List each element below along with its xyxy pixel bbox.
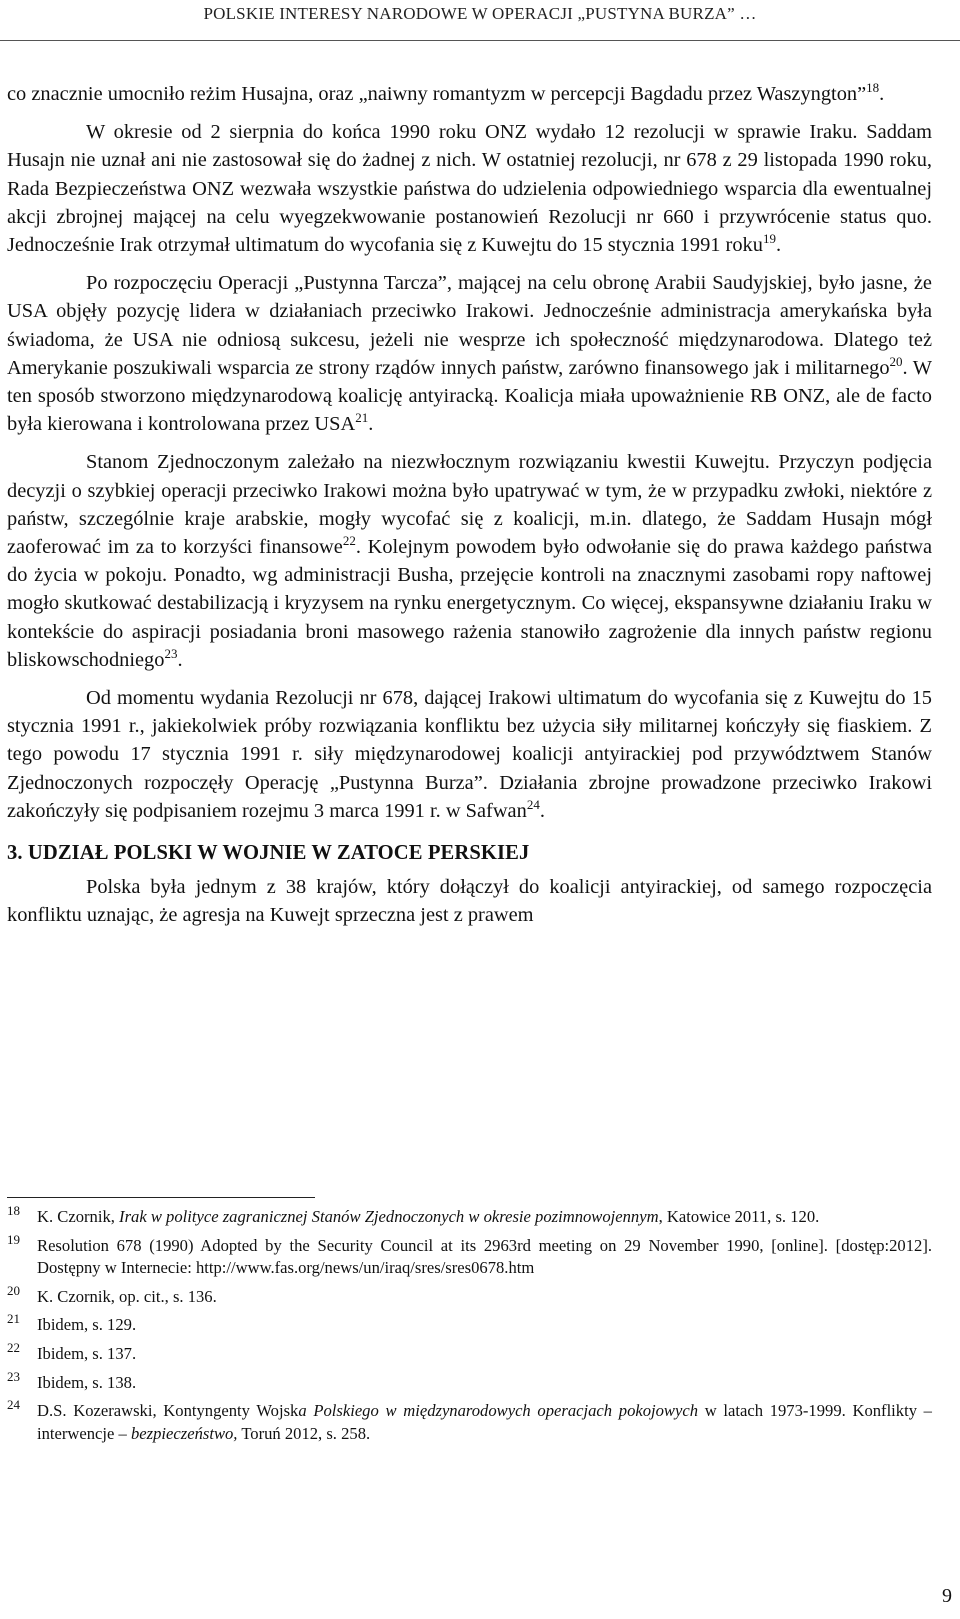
footnote-number: 22	[7, 1339, 20, 1355]
body-text	[7, 80, 932, 930]
footnote-number: 18	[7, 1203, 20, 1218]
footnote-22	[7, 1339, 932, 1366]
footnote-number: 19	[7, 1231, 20, 1247]
footnote-ref-24[interactable]: 24	[526, 797, 540, 813]
paragraph-1-text: co znacznie umocniło reżim Husajna, oraz „naiwny romantyzm w percepcji Bagdadu przez Waszyngton”	[7, 83, 867, 105]
footnotes	[7, 1203, 932, 1451]
footnote-24	[7, 1397, 932, 1445]
header-divider	[0, 40, 960, 41]
paragraph-2	[7, 118, 932, 259]
paragraph-4-mid: . Kolejnym powodem było odwołanie się do prawa każdego państwa do życia w pokoju. Ponadto, wg administracji Busha, przejęcie kontroli na znacznymi zasobami ropy naftowej mogło skutkować destabilizacją i kryzysem na rynku energetycznym. Co więcej, ekspansywne działaniu Iraku w kontekście do aspiracji posiadania broni masowego rażenia stanowiło zagrożenie dla innych państw regionu bliskowschodniego	[7, 536, 932, 671]
paragraph-5	[7, 684, 932, 825]
footnote-text: Ibidem, s. 129.	[37, 1315, 137, 1335]
paragraph-6	[7, 873, 932, 929]
footnote-number: 21	[7, 1311, 20, 1327]
running-header	[0, 0, 960, 42]
footnote-ref-22[interactable]: 22	[342, 533, 356, 549]
footnote-text-italic: bezpieczeństwo,	[131, 1423, 238, 1443]
paragraph-3-mid: . W ten sposób stworzono międzynarodową koalicję antyiracką. Koalicja miała upoważnienie RB ONZ, ale de facto była kierowana i kontrolowana przez USA	[7, 356, 932, 436]
footnote-ref-19[interactable]: 19	[762, 231, 776, 247]
footnote-text-plain: , Katowice 2011, s. 120.	[658, 1207, 820, 1226]
footnote-ref-20[interactable]: 20	[889, 354, 903, 370]
paragraph-3	[7, 269, 932, 438]
footnote-text: Ibidem, s. 138.	[37, 1372, 137, 1392]
paragraph-4-tail: .	[177, 648, 183, 671]
footnote-ref-23[interactable]: 23	[164, 646, 178, 662]
footnote-text: K. Czornik, op. cit., s. 136.	[37, 1286, 217, 1306]
footnote-23	[7, 1368, 932, 1395]
paragraph-3-text: Po rozpoczęciu Operacji „Pustynna Tarcza”, mającej na celu obronę Arabii Saudyjskiej, było jasne, że USA objęły pozycję lidera w działaniach przeciwko Irakowi. Jednocześnie administracja amerykańska była świadoma, że USA nie odniosą sukcesu, jeżeli nie wesprze ich społeczność międzynarodowa. Dlatego też Amerykanie poszukiwali wsparcia ze strony rządów innych państw, zarówno finansowego jak i militarnego	[7, 272, 932, 379]
footnote-number: 23	[7, 1368, 20, 1384]
footnote-ref-18[interactable]: 18	[866, 80, 880, 96]
paragraph-5-tail: .	[539, 799, 545, 822]
footnote-text-plain: Toruń 2012, s. 258.	[237, 1423, 371, 1443]
paragraph-2-text: W okresie od 2 sierpnia do końca 1990 roku ONZ wydało 12 rezolucji w sprawie Iraku. Saddam Husajn nie uznał ani nie zastosował się do żadnej z nich. W ostatniej rezolucji, nr 678 z 29 listopada 1990 roku, Rada Bezpieczeństwa ONZ wezwała wszystkie państwa do udzielenia odpowiedniego wsparcia dla ewentualnej akcji zbrojnej mającej na celu wyegzekwowanie postanowień Rezolucji nr 660 i przywrócenie status quo. Jednocześnie Irak otrzymał ultimatum do wycofania się z Kuwejtu do 15 stycznia 1991 roku	[7, 121, 932, 257]
footnote-text-plain: w latach 1973-1999. Konflikty – interwencje –	[37, 1401, 932, 1443]
footnote-text-italic: a Polskiego w międzynarodowych operacjach pokojowych	[298, 1401, 699, 1421]
footnote-divider	[7, 1197, 315, 1198]
footnote-text	[37, 1206, 932, 1229]
footnote-ref-21[interactable]: 21	[355, 410, 369, 426]
footnote-text-italic: Irak w polityce zagranicznej Stanów Zjednoczonych w okresie pozimnowojennym	[119, 1207, 659, 1226]
footnote-text-plain: D.S. Kozerawski, Kontyngenty Wojsk	[37, 1401, 299, 1421]
footnote-19	[7, 1231, 932, 1280]
footnote-21	[7, 1311, 932, 1337]
paragraph-4-text: Stanom Zjednoczonym zależało na niezwłocznym rozwiązaniu kwestii Kuwejtu. Przyczyn podjęcia decyzji o szybkiej operacji przeciwko Irakowi można było upatrywać w tym, że w przypadku zwłoki, niektóre z państw, szczególnie kraje arabskie, mogły wycofać się z koalicji, m.in. dlatego, że Saddam Husajn mógł zaoferować im za to korzyści finansowe	[7, 451, 932, 559]
paragraph-6-text: Polska była jednym z 38 krajów, który dołączył do koalicji antyirackiej, od samego rozpoczęcia konfliktu uznając, że agresja na Kuwejt sprzeczna jest z prawem	[7, 876, 932, 927]
paragraph-3-tail: .	[368, 413, 374, 436]
footnote-text[interactable]: Resolution 678 (1990) Adopted by the Security Council at its 2963rd meeting on 29 November 1990, [online]. [dostęp:2012]. Dostępny w Internecie: http://www.fas.org/news/un/iraq/sres/sres0678.htm	[37, 1235, 932, 1278]
footnote-text-plain: K. Czornik,	[37, 1207, 120, 1226]
paragraph-2-tail: .	[775, 234, 782, 257]
footnote-20	[7, 1282, 932, 1309]
footnote-text	[37, 1400, 932, 1445]
footnote-18	[7, 1203, 932, 1229]
paragraph-4	[7, 448, 932, 674]
section-heading: 3. UDZIAŁ POLSKI W WOJNIE W ZATOCE PERSKIEJ	[7, 842, 530, 865]
paragraph-1	[7, 80, 932, 108]
paragraph-5-text: Od momentu wydania Rezolucji nr 678, dającej Irakowi ultimatum do wycofania się z Kuwejtu do 15 stycznia 1991 r., jakiekolwiek próby rozwiązania konfliktu bez użycia siły militarnej kończyły się fiaskiem. Z tego powodu 17 stycznia 1991 r. siły międzynarodowej koalicji antyirackiej pod przywództwem Stanów Zjednoczonych rozpoczęły Operację „Pustynna Burza”. Działania zbrojne prowadzone przeciwko Irakowi zakończyły się podpisaniem rozejmu 3 marca 1991 r. w Safwan	[7, 687, 932, 822]
footnote-number: 20	[7, 1282, 20, 1298]
footnote-number: 24	[7, 1397, 20, 1413]
paragraph-1-tail: .	[879, 83, 885, 105]
running-title: POLSKIE INTERESY NARODOWE W OPERACJI „PUSTYNA BURZA” …	[203, 4, 757, 23]
page-number: 9	[942, 1585, 952, 1607]
footnote-text: Ibidem, s. 137.	[37, 1343, 137, 1363]
